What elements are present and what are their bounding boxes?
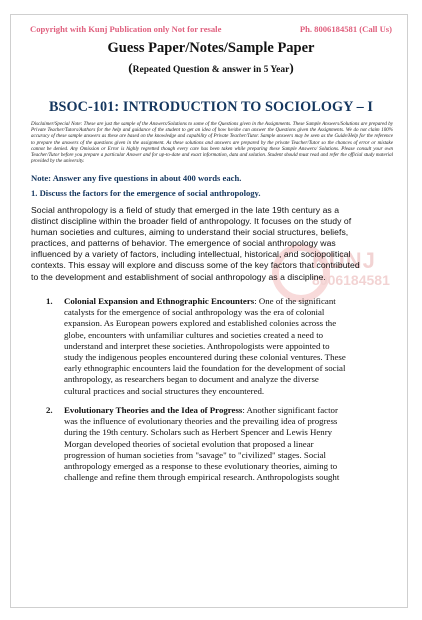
point-first-line — [64, 405, 393, 416]
point-line: cultural practices and social structures they encountered. — [64, 385, 265, 396]
document-subtitle — [0, 60, 422, 76]
point-line: study the indigenous peoples encountered during these colonial ventures. These — [64, 352, 346, 363]
intro-line: human societies and cultures, aiming to understand their social structures, beliefs, — [31, 227, 349, 238]
point-line: globe, encounters with unfamiliar cultures and societies created a need to — [64, 329, 324, 340]
point-line: anthropology emerged as a response to these evolutionary theories, aiming to — [64, 461, 338, 472]
document-title: Guess Paper/Notes/Sample Paper — [107, 40, 315, 56]
point-line: during the 19th century. Scholars such as Herbert Spencer and Lewis Henry — [64, 427, 333, 438]
intro-line: distinct discipline within the broader field of anthropology. It focuses on the study of — [31, 216, 352, 227]
question-heading: 1. Discuss the factors for the emergence of social anthropology. — [31, 188, 261, 198]
point-number: 2. — [46, 405, 53, 415]
point-line: progression of human societies from "savage" to "civilized" stages. Social — [64, 449, 327, 460]
point-number: 1. — [46, 296, 53, 306]
point-heading: Evolutionary Theories and the Idea of Progress — [64, 405, 243, 415]
point-line: Morgan developed theories of societal evolution that proposed a linear — [64, 438, 314, 449]
watermark-word: KUNJ — [312, 248, 376, 273]
point-line: expansion. As European powers explored and established colonies across the — [64, 318, 337, 329]
point-line: challenge and refine them through empirical research. Anthropologists sought — [64, 472, 340, 483]
course-title: BSOC-101: INTRODUCTION TO SOCIOLOGY – I — [48, 99, 374, 115]
point-line: catalysts for the emergence of social anthropology was the era of colonial — [64, 307, 325, 318]
watermark-number: 8006184581 — [312, 272, 390, 288]
intro-line: influenced by a variety of factors, including intellectual, historical, and sociopolitical — [31, 249, 351, 260]
point-first-line — [64, 296, 393, 307]
intro-line: Social anthropology is a field of study that emerged in the late 19th century as a — [31, 205, 340, 215]
disclaimer-text: Disclaimer/Special Note: These are just the sample of the Answers/Solutions to some of the Questions given in the Assignments. These Sample Answers/Solutions are prepared by Private Teacher/Tutors/Authors for the help and guidance of the student to get an idea of how he/she can answer the Questions given the Assignments. We do not claim 100% accuracy of these sample answers as these are based on the knowledge and capability of Private Teacher/Tutor. Sample answers may be seen as the Guide/Help for the reference to prepare the answers of the questions given in the assignment. As these solutions and answers are prepared by the private Teacher/Tutor so the chances of error or mistake cannot be denied. Any Omission or Error is highly regretted though every care has been taken while preparing these Sample Answers/ Solutions. Please consult your own Teacher/Tutor before you prepare a particular Answer and for up-to-date and exact information, data and solution. Student should must read and refer the official study material provided by the university. — [31, 121, 393, 165]
header-bar — [30, 24, 392, 34]
point-heading-rest: : Another significant factor — [242, 405, 338, 415]
point-heading: Colonial Expansion and Ethnographic Encounters — [64, 296, 255, 306]
point-line: early ethnographic encounters laid the foundation for the development of social — [64, 363, 346, 374]
subtitle-open-paren: ( — [128, 60, 133, 75]
intro-line: contexts. This essay will explore and discuss some of the key factors that contributed — [31, 260, 360, 271]
copyright-notice: Copyright with Kunj Publication only Not for resale — [30, 24, 222, 34]
point-body — [64, 405, 393, 483]
point-line: anthropology, as researchers began to document and analyze the diverse — [64, 374, 319, 385]
subtitle-close-paren: ) — [289, 60, 294, 75]
intro-line: to the development and establishment of social anthropology as a discipline. — [31, 271, 326, 282]
phone-number: Ph. 8006184581 (Call Us) — [299, 24, 392, 34]
point-body — [64, 296, 393, 397]
intro-line: practices, and patterns of behavior. The emergence of social anthropology was — [31, 238, 336, 249]
point-heading-rest: : One of the significant — [254, 296, 336, 306]
instruction-note: Note: Answer any five questions in about 400 words each. — [31, 173, 242, 183]
point-line: understand and interpret these societies. Anthropologists were appointed to — [64, 340, 330, 351]
point-line: was the influence of evolutionary theories and the prevailing idea of progress — [64, 416, 338, 427]
intro-paragraph — [31, 205, 393, 283]
subtitle-text: Repeated Question & answer in 5 Year — [132, 65, 290, 75]
